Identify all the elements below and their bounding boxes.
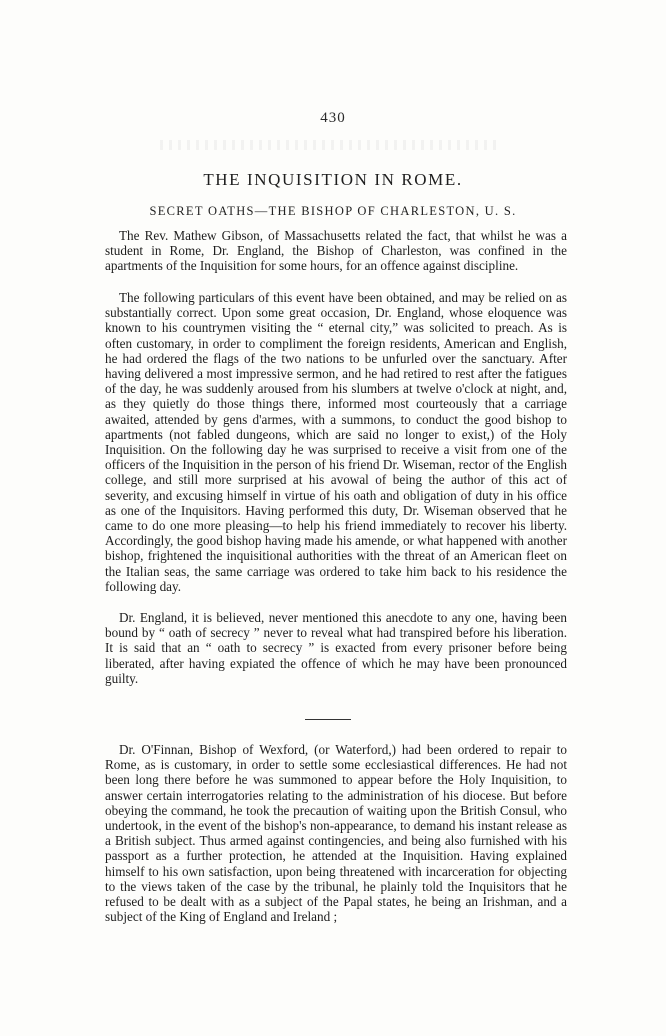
paragraph-text: The following particulars of this event have been obtained, and may be relied on as substantially correct. Upon some great occasion, Dr. England, whose eloquence was known to his countrymen visiting the “ eternal city,” was solicited to preach. As is often customary, in order to compliment the foreign residents, American and English, he had ordered the flags of the two nations to be unfurled over the sanctuary. After having delivered a most impressive sermon, and he had retired to rest after the fatigues of the day, he was suddenly aroused from his slumbers at twelve o'clock at night, and, as they quietly do those things there, informed most courteously that a carriage awaited, attended by gens d'armes, with a summons, to conduct the good bishop to apartments (not fabled dungeons, which are said no longer to exist,) of the Holy Inquisition. On the following day he was surprised to receive a visit from one of the officers of the Inquisition in the person of his friend Dr. Wiseman, rector of the English college, and still more surprised at his avowal of being the author of this act of severity, and excusing himself in virtue of his oath and obligation of duty in his office as one of the Inquisitors. Having performed this duty, Dr. Wiseman observed that he came to do one more pleasing—to help his friend immediately to recover his liberty. Accordingly, the good bishop having made his amende, or what happened with another bishop, frightened the inquisitional authorities with the threat of an American fleet on the Italian seas, the same carriage was ordered to take him back to his residence the following day. bbox=[105, 290, 567, 594]
page-number: 430 bbox=[320, 110, 346, 126]
paragraph-text: The Rev. Mathew Gibson, of Massachusetts related the fact, that whilst he was a student in Rome, Dr. England, the Bishop of Charleston, was confined in the apartments of the Inquisition for some hours, for an offence against discipline. bbox=[105, 228, 567, 274]
paragraph-text: Dr. England, it is believed, never mentioned this anecdote to any one, having been bound by “ oath of secrecy ” never to reveal what had transpired before his liberation. It is said that an “ oath to secrecy ” is exacted from every prisoner before being liberated, after having expiated the offence of which he may have been pronounced guilty. bbox=[105, 610, 567, 686]
show-through-texture bbox=[160, 140, 500, 150]
section-divider bbox=[305, 719, 351, 720]
section-subtitle: SECRET OATHS—THE BISHOP OF CHARLESTON, U. S. bbox=[149, 204, 517, 218]
paragraph-text: Dr. O'Finnan, Bishop of Wexford, (or Waterford,) had been ordered to repair to Rome, as is customary, in order to settle some ecclesiastical differences. He had not been long there before he was summoned to appear before the Holy Inquisition, to answer certain interrogatories relating to the administration of his diocese. But before obeying the command, he took the precaution of waiting upon the British Consul, who undertook, in the event of the bishop's non-appearance, to demand his instant release as a British subject. Thus armed against contingencies, and being also furnished with his passport as a further protection, he attended at the Inquisition. Having explained himself to his own satisfaction, upon being threatened with incarceration for objecting to the views taken of the case by the tribunal, he plainly told the Inquisitors that he refused to be dealt with as a subject of the Papal states, he being an Irishman, and a subject of the King of England and Ireland ; bbox=[105, 742, 567, 925]
paragraph-gibson bbox=[105, 228, 567, 274]
paragraph-ofinnan bbox=[105, 742, 567, 924]
chapter-title: THE INQUISITION IN ROME. bbox=[203, 170, 463, 189]
paragraph-particulars bbox=[105, 290, 567, 594]
paragraph-secrecy bbox=[105, 610, 567, 686]
